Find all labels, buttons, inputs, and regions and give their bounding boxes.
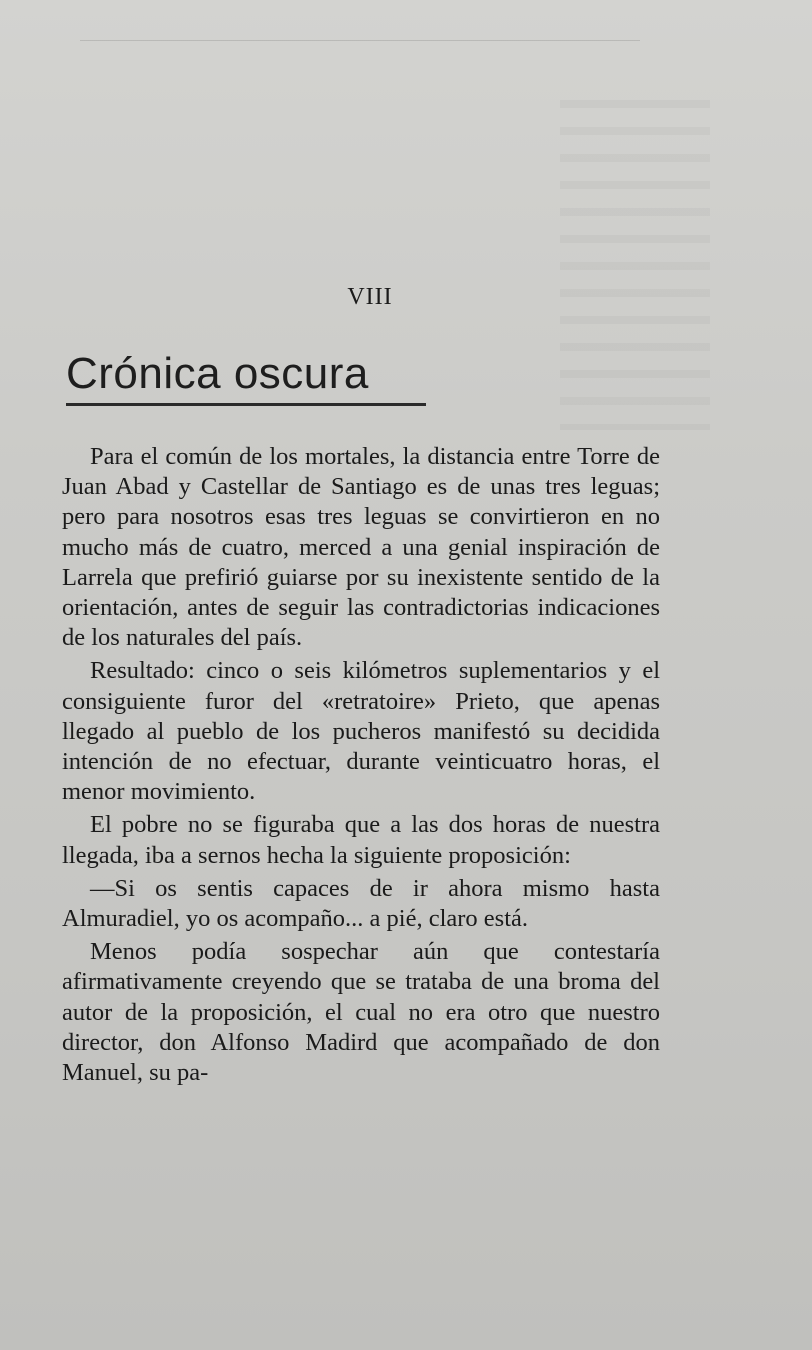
show-through-text xyxy=(560,100,710,430)
paragraph: Resultado: cinco o seis kilómetros suplementarios y el consiguiente furor del «retratoire» Prieto, que apenas llegado al pueblo de los pucheros manifestó su decidida intención de no efectuar, durante veinticuatro horas, el menor movimiento. xyxy=(62,657,660,806)
chapter-title: Crónica oscura xyxy=(66,349,369,398)
chapter-number: VIII xyxy=(347,284,393,310)
title-underline xyxy=(66,403,426,406)
paragraph: El pobre no se figuraba que a las dos horas de nuestra llegada, iba a sernos hecha la siguiente proposición: xyxy=(62,811,660,869)
paragraph: Para el común de los mortales, la distancia entre Torre de Juan Abad y Castellar de Santiago es de unas tres leguas; pero para nosotros esas tres leguas se convirtieron en no mucho más de cuatro, merced a una genial inspiración de Larrela que prefirió guiarse por su inexistente sentido de la orientación, antes de seguir las contradictorias indicaciones de los naturales del país. xyxy=(62,443,660,652)
dialogue-paragraph: —Si os sentis capaces de ir ahora mismo hasta Almuradiel, yo os acompaño... a pié, claro está. xyxy=(62,874,660,933)
paragraph: Menos podía sospechar aún que contestaría afirmativamente creyendo que se trataba de una broma del autor de la proposición, el cual no era otro que nuestro director, don Alfonso Madird que acompañado de don Manuel, su pa- xyxy=(62,938,660,1087)
show-through-line xyxy=(80,40,640,41)
body-text xyxy=(62,442,660,1091)
